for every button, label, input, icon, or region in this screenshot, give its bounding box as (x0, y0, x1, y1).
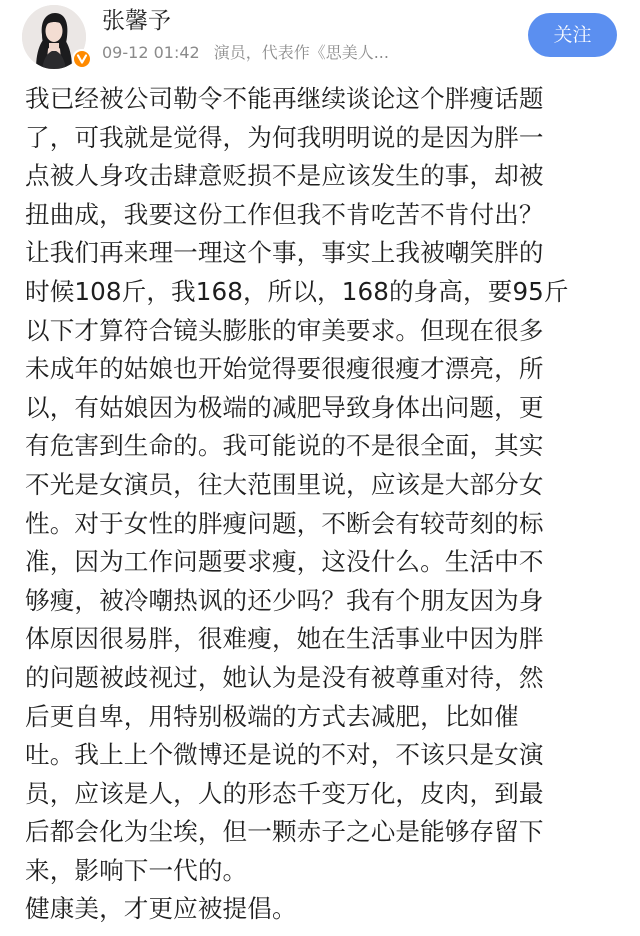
post-line: 吐。我上上个微博还是说的不对，不该只是女演 (25, 740, 544, 770)
post-meta (102, 42, 389, 64)
v-verified-icon (72, 49, 92, 69)
post-line: 后都会化为尘埃，但一颗赤子之心是能够存留下 (25, 817, 544, 847)
post-line: 以，有姑娘因为极端的减肥导致身体出问题，更 (25, 392, 544, 422)
post-line: 体原因很易胖，很难瘦，她在生活事业中因为胖 (25, 624, 544, 654)
post-line: 未成年的姑娘也开始觉得要很瘦很瘦才漂亮，所 (25, 354, 544, 384)
post-text (25, 80, 625, 929)
post-line: 健康美，才更应被提倡。 (25, 894, 297, 924)
post-line: 性。对于女性的胖瘦问题，不断会有较苛刻的标 (25, 508, 544, 538)
user-bio: 演员，代表作《思美人... (213, 43, 389, 62)
post-line: 的问题被歧视过，她认为是没有被尊重对待，然 (25, 662, 544, 692)
post-line: 以下才算符合镜头膨胀的审美要求。但现在很多 (25, 315, 544, 345)
post-line: 了，可我就是觉得，为何我明明说的是因为胖一 (25, 122, 544, 152)
post-line: 员，应该是人，人的形态千变万化，皮肉，到最 (25, 778, 544, 808)
post-line: 扭曲成，我要这份工作但我不肯吃苦不肯付出？ (25, 199, 544, 229)
post-time: 09-12 01:42 (102, 43, 200, 62)
post-line: 后更自卑，用特别极端的方式去减肥，比如催 (25, 701, 519, 731)
post-line: 准，因为工作问题要求瘦，这没什么。生活中不 (25, 547, 544, 577)
post-line: 时候108斤，我168，所以，168的身高，要95斤 (25, 276, 569, 306)
post-line: 够瘦，被冷嘲热讽的还少吗？我有个朋友因为身 (25, 585, 544, 615)
post-line: 不光是女演员，往大范围里说，应该是大部分女 (25, 469, 544, 499)
post-header (0, 0, 640, 80)
post-line: 我已经被公司勒令不能再继续谈论这个胖瘦话题 (25, 84, 544, 113)
username[interactable]: 张馨予 (102, 8, 171, 34)
post-line: 点被人身攻击肆意贬损不是应该发生的事，却被 (25, 161, 544, 191)
follow-button[interactable]: 关注 (528, 13, 617, 57)
post-line: 有危害到生命的。我可能说的不是很全面，其实 (25, 431, 544, 461)
post-line: 来，影响下一代的。 (25, 855, 248, 885)
post-line: 让我们再来理一理这个事，事实上我被嘲笑胖的 (25, 238, 544, 268)
